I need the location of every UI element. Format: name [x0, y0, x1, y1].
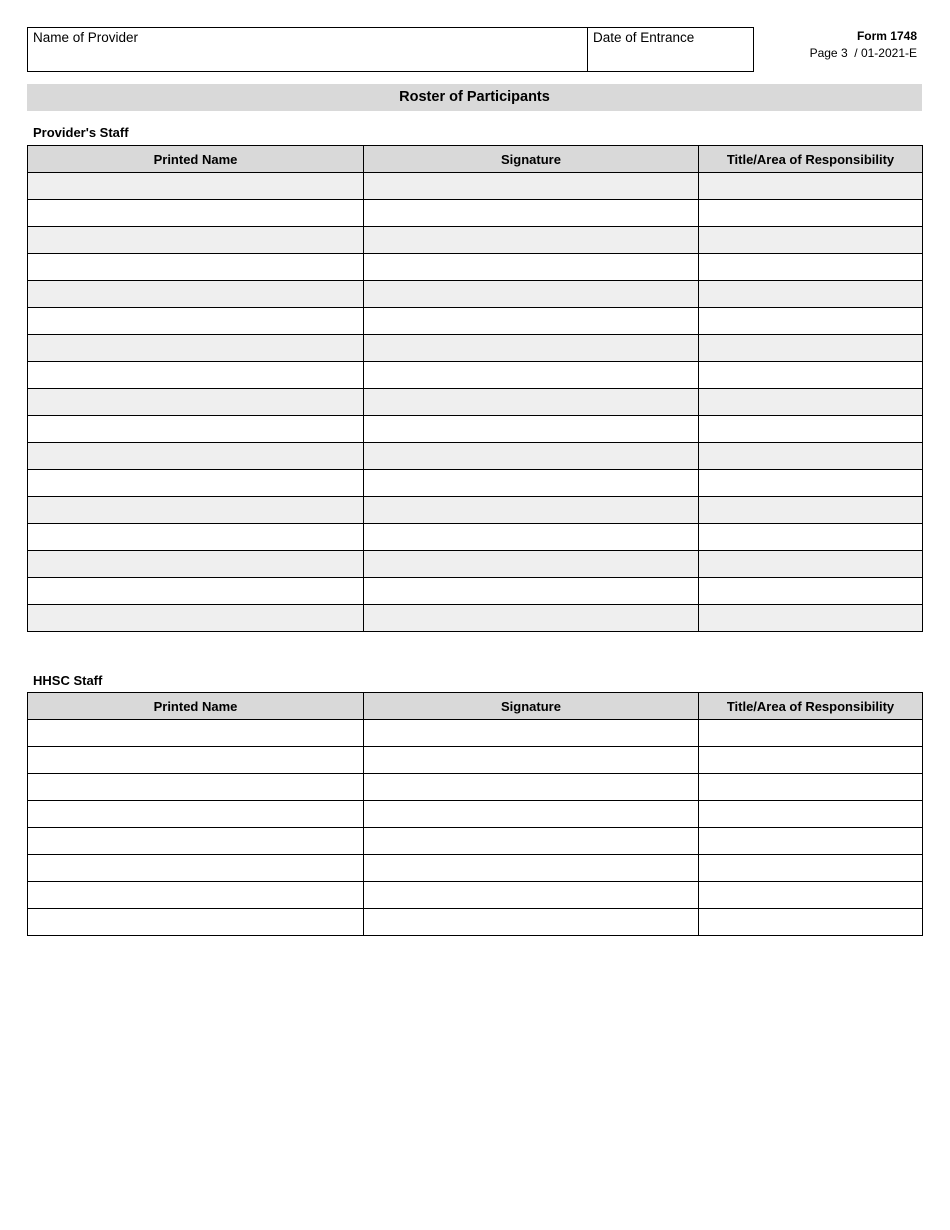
table-row [28, 855, 923, 882]
title-cell[interactable] [699, 747, 923, 774]
signature-cell[interactable] [364, 173, 699, 200]
signature-cell[interactable] [364, 524, 699, 551]
title-cell[interactable] [699, 308, 923, 335]
table-header-row [28, 693, 923, 720]
table-row [28, 551, 923, 578]
signature-cell[interactable] [364, 470, 699, 497]
table-row [28, 308, 923, 335]
column-header-title: Title/Area of Responsibility [699, 693, 923, 720]
printed-name-cell[interactable] [28, 720, 364, 747]
title-cell[interactable] [699, 335, 923, 362]
title-cell[interactable] [699, 882, 923, 909]
signature-cell[interactable] [364, 828, 699, 855]
signature-cell[interactable] [364, 774, 699, 801]
signature-cell[interactable] [364, 855, 699, 882]
printed-name-cell[interactable] [28, 747, 364, 774]
title-cell[interactable] [699, 578, 923, 605]
table-row [28, 497, 923, 524]
table-row [28, 882, 923, 909]
table-row [28, 524, 923, 551]
printed-name-cell[interactable] [28, 497, 364, 524]
title-cell[interactable] [699, 443, 923, 470]
title-cell[interactable] [699, 362, 923, 389]
table-row [28, 254, 923, 281]
signature-cell[interactable] [364, 227, 699, 254]
title-cell[interactable] [699, 828, 923, 855]
signature-cell[interactable] [364, 362, 699, 389]
date-of-entrance-label: Date of Entrance [593, 30, 695, 45]
signature-cell[interactable] [364, 281, 699, 308]
title-cell[interactable] [699, 551, 923, 578]
printed-name-cell[interactable] [28, 524, 364, 551]
form-number: Form 1748 [856, 29, 917, 43]
printed-name-cell[interactable] [28, 281, 364, 308]
page-info: Page 3 / 01-2021-E [809, 46, 917, 60]
printed-name-cell[interactable] [28, 551, 364, 578]
printed-name-cell[interactable] [28, 882, 364, 909]
hhsc-staff-table [27, 692, 923, 936]
providers-staff-rows [28, 173, 923, 632]
table-row [28, 362, 923, 389]
title-cell[interactable] [699, 173, 923, 200]
hhsc-staff-rows [28, 720, 923, 936]
column-header-signature: Signature [364, 693, 699, 720]
signature-cell[interactable] [364, 747, 699, 774]
table-row [28, 828, 923, 855]
title-cell[interactable] [699, 389, 923, 416]
hhsc-staff-label: HHSC Staff [33, 673, 103, 688]
title-cell[interactable] [699, 855, 923, 882]
signature-cell[interactable] [364, 497, 699, 524]
table-row [28, 470, 923, 497]
form-identifier [810, 28, 917, 62]
printed-name-cell[interactable] [28, 909, 364, 936]
column-header-signature: Signature [364, 146, 699, 173]
signature-cell[interactable] [364, 882, 699, 909]
signature-cell[interactable] [364, 801, 699, 828]
title-cell[interactable] [699, 281, 923, 308]
page-title: Roster of Participants [27, 84, 922, 111]
table-row [28, 416, 923, 443]
printed-name-cell[interactable] [28, 605, 364, 632]
name-of-provider-field[interactable] [28, 28, 588, 71]
signature-cell[interactable] [364, 416, 699, 443]
printed-name-cell[interactable] [28, 578, 364, 605]
table-row [28, 173, 923, 200]
providers-staff-table [27, 145, 923, 632]
signature-cell[interactable] [364, 308, 699, 335]
title-cell[interactable] [699, 909, 923, 936]
signature-cell[interactable] [364, 720, 699, 747]
signature-cell[interactable] [364, 578, 699, 605]
column-header-printed-name: Printed Name [28, 693, 364, 720]
signature-cell[interactable] [364, 909, 699, 936]
signature-cell[interactable] [364, 335, 699, 362]
signature-cell[interactable] [364, 389, 699, 416]
printed-name-cell[interactable] [28, 801, 364, 828]
table-header-row [28, 146, 923, 173]
printed-name-cell[interactable] [28, 828, 364, 855]
printed-name-cell[interactable] [28, 335, 364, 362]
table-row [28, 227, 923, 254]
title-cell[interactable] [699, 254, 923, 281]
printed-name-cell[interactable] [28, 855, 364, 882]
printed-name-cell[interactable] [28, 470, 364, 497]
signature-cell[interactable] [364, 254, 699, 281]
providers-staff-label: Provider's Staff [33, 125, 129, 140]
printed-name-cell[interactable] [28, 389, 364, 416]
table-row [28, 281, 923, 308]
table-row [28, 747, 923, 774]
title-cell[interactable] [699, 470, 923, 497]
printed-name-cell[interactable] [28, 200, 364, 227]
printed-name-cell[interactable] [28, 443, 364, 470]
signature-cell[interactable] [364, 443, 699, 470]
date-of-entrance-field[interactable] [588, 28, 753, 71]
printed-name-cell[interactable] [28, 308, 364, 335]
table-row [28, 389, 923, 416]
printed-name-cell[interactable] [28, 227, 364, 254]
provider-header-box [27, 27, 754, 72]
title-cell[interactable] [699, 416, 923, 443]
printed-name-cell[interactable] [28, 416, 364, 443]
printed-name-cell[interactable] [28, 254, 364, 281]
column-header-printed-name: Printed Name [28, 146, 364, 173]
table-row [28, 801, 923, 828]
name-of-provider-label: Name of Provider [33, 30, 139, 45]
table-row [28, 335, 923, 362]
title-cell[interactable] [699, 605, 923, 632]
table-row [28, 200, 923, 227]
title-cell[interactable] [699, 200, 923, 227]
column-header-title: Title/Area of Responsibility [699, 146, 923, 173]
title-cell[interactable] [699, 524, 923, 551]
table-row [28, 774, 923, 801]
signature-cell[interactable] [364, 551, 699, 578]
table-row [28, 909, 923, 936]
title-cell[interactable] [699, 801, 923, 828]
title-cell[interactable] [699, 720, 923, 747]
printed-name-cell[interactable] [28, 774, 364, 801]
table-row [28, 443, 923, 470]
table-row [28, 605, 923, 632]
title-cell[interactable] [699, 774, 923, 801]
printed-name-cell[interactable] [28, 173, 364, 200]
printed-name-cell[interactable] [28, 362, 364, 389]
title-cell[interactable] [699, 497, 923, 524]
signature-cell[interactable] [364, 200, 699, 227]
table-row [28, 578, 923, 605]
table-row [28, 720, 923, 747]
signature-cell[interactable] [364, 605, 699, 632]
title-cell[interactable] [699, 227, 923, 254]
